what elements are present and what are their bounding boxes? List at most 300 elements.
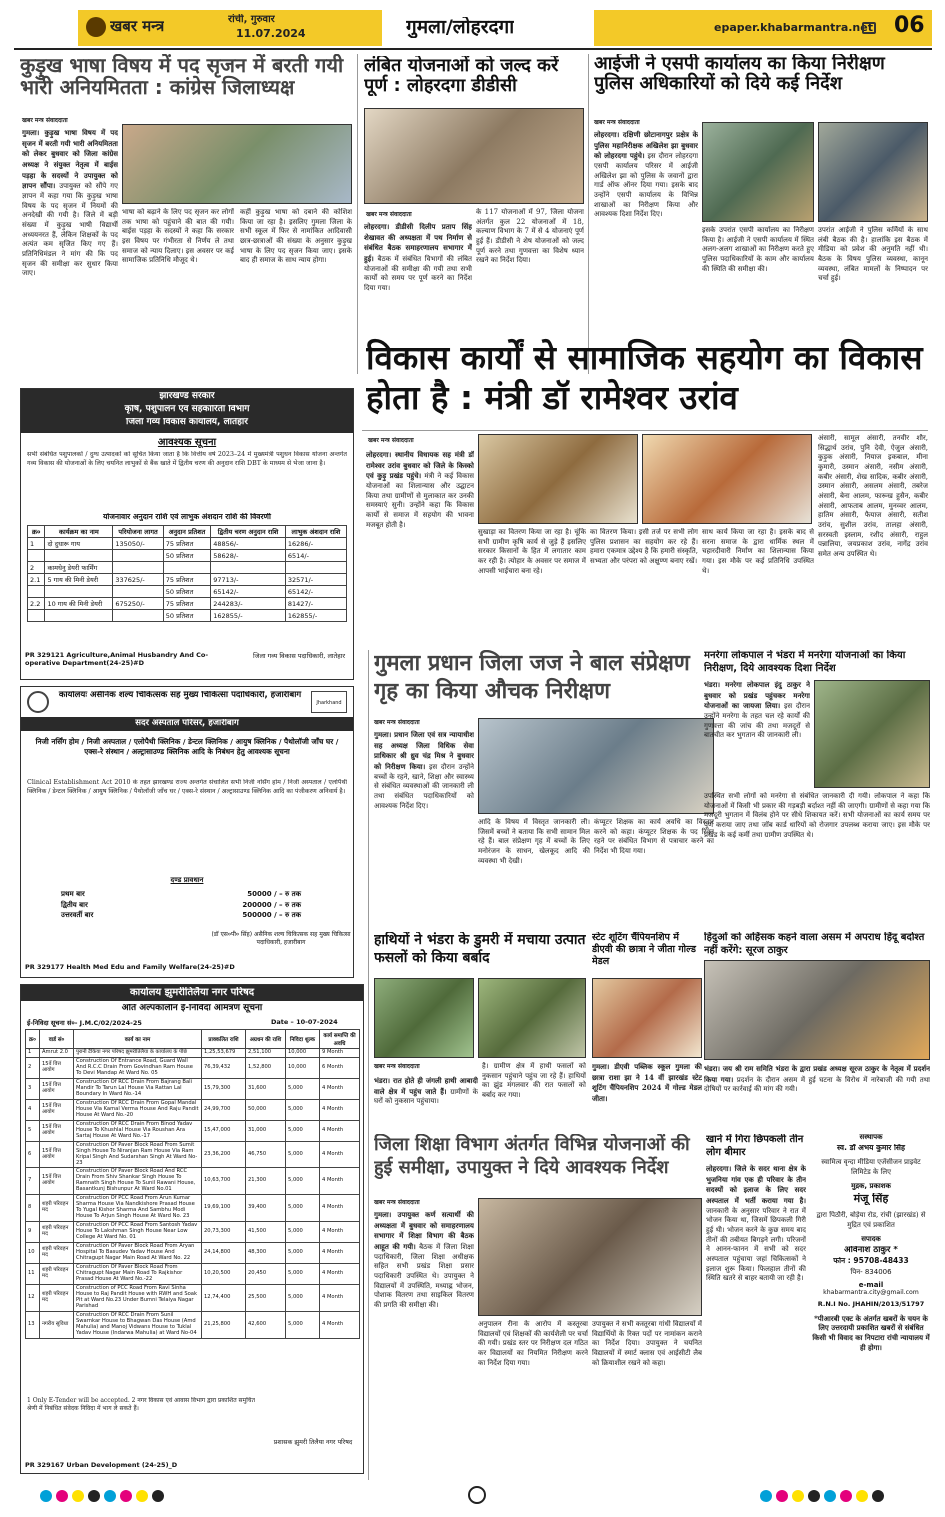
column-divider bbox=[368, 650, 369, 1480]
table-cell: 2.2 bbox=[28, 598, 45, 610]
story2-text-col2: के 117 योजनाओं में 97, जिला योजना अंतर्गत कुल 22 योजनाओं में 18, कल्याण विभाग के 7 में से 4 योजनाएं पूर्ण हुई हैं। डीडीसी ने शेष योजनाओं को जल्द पूर्ण करने तथा गुणवत्ता का विशेष ध्यान रखने का निर्देश दिया। bbox=[476, 208, 584, 265]
table-cell bbox=[113, 610, 163, 622]
color-registration-dot bbox=[840, 1490, 852, 1502]
table-cell: Construction Of Paver Block Road And RCC Drain From Shiv Shankar Singh House To Ramnath Singh House To Sunil Rawani House, Basantkunj Bishunpur At Ward No.01 bbox=[74, 1168, 202, 1195]
table-cell: 50 प्रतिशत bbox=[163, 586, 211, 598]
ad-notice-title: आवश्यक सूचना bbox=[157, 437, 217, 448]
table-cell bbox=[28, 586, 45, 598]
table-cell: 4 Month bbox=[320, 1284, 360, 1311]
table-cell: Construction Of RCC Drain From Binod Yadav House To Khushlal House Via Roushan Ara Sartaj House At Ward No.-17 bbox=[74, 1120, 202, 1141]
table-cell: 75 प्रतिशत bbox=[163, 598, 211, 610]
table-cell: 65142/- bbox=[211, 586, 286, 598]
editor-label: संपादक bbox=[861, 1236, 881, 1244]
table-cell: 10,000 bbox=[286, 1049, 320, 1058]
address-line: द्वारा पिठौरी, बोड़ेया रोड, रांची (झारखंड) से मुद्रित एवं प्रकाशित bbox=[816, 1211, 926, 1229]
color-registration-dot bbox=[152, 1490, 164, 1502]
minister-event-photo-1 bbox=[478, 434, 638, 524]
table-cell: 50,000 bbox=[246, 1099, 286, 1120]
table-cell: Construction Of PCC Road From Arun Kumar Sharma House Via Nandkishore Prasad House To Yugal Kishor Sharma And Sambhu Modi House To Arjun Singh House At Ward No. 23 bbox=[74, 1195, 202, 1222]
table-cell: 46,750 bbox=[246, 1141, 286, 1168]
table-cell: 5,000 bbox=[286, 1243, 320, 1264]
masthead bbox=[14, 10, 932, 46]
table-row bbox=[28, 610, 347, 622]
jharkhand-logo: Jharkhand bbox=[311, 691, 347, 713]
table-cell: 12,74,400 bbox=[202, 1284, 246, 1311]
minister-event-photo-2 bbox=[642, 434, 812, 524]
table-cell: 4 bbox=[26, 1099, 40, 1120]
ad-title: कार्यालय झुमरीतिलैया नगर परिषद bbox=[129, 987, 255, 998]
registration-marks bbox=[20, 1484, 930, 1508]
education-meeting-photo bbox=[478, 1198, 702, 1316]
table-cell: 5,000 bbox=[286, 1120, 320, 1141]
emblem-icon bbox=[27, 691, 49, 713]
table-header-cell: क्र० bbox=[26, 1030, 40, 1049]
story7-text: भंडरा। जय श्री राम समिति भंडरा के द्वारा प्रखंड अध्यक्ष सूरज ठाकुर के नेतृत्व में प्रदर्शन किया गया। प्रदर्शन के दौरान असम में हुई घटना के विरोध में नारेबाजी की गयी तथा दोषियों पर कार्रवाई की मांग की गयी। bbox=[704, 1064, 930, 1094]
story3-text-col1: लोहरदगा। दक्षिणी छोटानागपुर प्रक्षेत्र के पुलिस महानिरीक्षक अखिलेश झा बुधवार को लोहरदगा पहुंचे। इस दौरान लोहरदगा एसपी कार्यालय परिसर में आईजी अखिलेश झा को पुलिस के जवानों द्वारा गार्ड ऑफ ऑनर दिया गया। इसके बाद उन्होंने एसपी कार्यालय के विभिन्न शाखाओं का निरीक्षण किया और आवश्यक दिशा निर्देश दिए। bbox=[594, 130, 698, 219]
page-number: 06 bbox=[894, 14, 925, 38]
table-cell: Construction Of PCC Road From Santosh Yadav House To Lakshman Singh House Near Low College At Ward No. 01 bbox=[74, 1222, 202, 1243]
table-cell: 4 Month bbox=[320, 1120, 360, 1141]
table-cell: 39,400 bbox=[246, 1195, 286, 1222]
byline: खबर मन्त्र संवाददाता bbox=[22, 117, 68, 124]
table-cell: 3 bbox=[26, 1078, 40, 1099]
color-registration-dot bbox=[776, 1490, 788, 1502]
table-cell: 5,000 bbox=[286, 1078, 320, 1099]
table-row bbox=[26, 1243, 360, 1264]
table-cell: 9 Month bbox=[320, 1049, 360, 1058]
column-divider bbox=[588, 54, 589, 374]
ig-officers-photo bbox=[818, 122, 928, 222]
byline: खबर मन्त्र संवाददाता bbox=[374, 719, 420, 726]
color-registration-dot bbox=[120, 1490, 132, 1502]
byline: खबर मन्त्र संवाददाता bbox=[374, 1199, 420, 1206]
table-cell bbox=[28, 550, 45, 562]
table-row bbox=[28, 586, 347, 598]
printer-label: मुद्रक, प्रकाशक bbox=[851, 1183, 891, 1191]
table-row bbox=[26, 1284, 360, 1311]
table-cell: 81427/- bbox=[285, 598, 346, 610]
ad-subtitle: सदर अस्पताल परिसर, हजारीबाग bbox=[135, 719, 239, 728]
table-cell: 97713/- bbox=[211, 574, 286, 586]
table-cell: 5,000 bbox=[286, 1311, 320, 1338]
table-header-cell: परियोजना लागत bbox=[113, 526, 163, 538]
table-cell: 10,000 bbox=[286, 1057, 320, 1078]
table-cell: 4 Month bbox=[320, 1222, 360, 1243]
ad-office: जिला गव्य विकास कार्यालय, लातेहार bbox=[126, 418, 248, 427]
table-cell: 8 bbox=[26, 1195, 40, 1222]
table-cell: 23,36,200 bbox=[202, 1141, 246, 1168]
email[interactable]: khabarmantra.city@gmail.com bbox=[823, 1288, 919, 1296]
table-cell: शहरी परिवहन मद bbox=[40, 1195, 74, 1222]
ad-signature: प्रशासक झुमरी तिलैया नगर परिषद bbox=[273, 1439, 353, 1446]
ad-subsidy-table bbox=[27, 525, 347, 622]
ad-pr-code: PR 329167 Urban Development (24-25)_D bbox=[25, 1461, 178, 1469]
color-registration-dot bbox=[872, 1490, 884, 1502]
table-cell: 6 Month bbox=[320, 1057, 360, 1078]
table-row bbox=[28, 562, 347, 574]
table-cell: Construction Of RCC Drain From Sunil Swarnkar House to Bhagwan Das House (Amd Mahulia) and Manoj Vidwans House to Tuklal Yadav House (Indarwa Mahulia) at Ward No-04 bbox=[74, 1311, 202, 1338]
table-cell bbox=[113, 586, 163, 598]
table-cell: 5,000 bbox=[286, 1264, 320, 1285]
table-cell: 337625/- bbox=[113, 574, 163, 586]
table-row bbox=[26, 1099, 360, 1120]
table-cell: 5,000 bbox=[286, 1222, 320, 1243]
table-row bbox=[26, 1141, 360, 1168]
table-cell: 19,69,100 bbox=[202, 1195, 246, 1222]
story5-text-col3: कंप्यूटर शिक्षक का कार्य अवधि का विस्तार करने को कहा। कंप्यूटर शिक्षक के पद रिक्त रहने पर संबंधित विभाग से पत्राचार करने का निर्देश भी दिया गया। bbox=[594, 818, 714, 855]
headline-shooting: स्टेट शूटिंग चैंपियनशिप में डीएवी की छात्रा ने जीता गोल्ड मेडल bbox=[592, 932, 696, 967]
table-cell: 2,51,100 bbox=[246, 1049, 286, 1058]
table-cell: 2.1 bbox=[28, 574, 45, 586]
table-cell: 48856/- bbox=[211, 538, 286, 550]
table-cell: 4 Month bbox=[320, 1078, 360, 1099]
table-cell: शहरी परिवहन मद bbox=[40, 1264, 74, 1285]
elephant-damage-photo-1 bbox=[374, 978, 474, 1058]
table-cell: 11 bbox=[26, 1264, 40, 1285]
ad-subtitle: अति अल्पकालीन ई-निविदा आमंत्रण सूचना bbox=[121, 1004, 263, 1013]
table-cell: 15वें वित्त आयोग bbox=[40, 1120, 74, 1141]
table-row bbox=[26, 1049, 360, 1058]
color-registration-dot bbox=[808, 1490, 820, 1502]
table-header-cell: लाभुक अंशदान राशि bbox=[285, 526, 346, 538]
story3-text-col3: उपरांत आईजी ने पुलिस कर्मियों के साथ लंबी बैठक की है। हालांकि इस बैठक में मीडिया को प्रवेश की अनुमति नहीं थी। बैठक के विषय पुलिस व्यवस्था, कानून व्यवस्था, लंबित मामलों के निष्पादन पर चर्चा हुई। bbox=[818, 226, 928, 283]
ad-tender-notice bbox=[20, 984, 364, 1474]
table-header-cell: क्र० bbox=[28, 526, 45, 538]
table-cell bbox=[45, 610, 113, 622]
table-row bbox=[26, 1264, 360, 1285]
table-cell: 1,52,800 bbox=[246, 1057, 286, 1078]
table-row bbox=[28, 550, 347, 562]
ad-fee-title: दण्ड प्रावधान bbox=[170, 877, 204, 884]
ig-guard-photo bbox=[702, 122, 814, 222]
table-cell bbox=[113, 562, 163, 574]
table-cell: 5 गाय की मिनी डेयरी bbox=[45, 574, 113, 586]
fee-label: द्वितीय बार bbox=[61, 900, 88, 909]
fee-label: प्रथम बार bbox=[61, 890, 85, 898]
table-cell: पुरानी टैंकिया नगर परिषद झुमरीतिलैया के कार्यालय के पीछे bbox=[74, 1049, 202, 1058]
founder-label: संस्थापक bbox=[859, 1134, 883, 1141]
story1-text-col2: भाषा को बढ़ाने के लिए पद सृजन कर लोगों तक भाषा को पहुंचाने की बात की गयी। बाईस पड़हा के सदस्यों ने कहा कि सरकार इस विषय पर गंभीरता से निर्णय ले तथा समाज को न्याय दिलाए। इस अवसर पर कई सामाजिक प्रतिनिधि मौजूद थे। bbox=[122, 208, 234, 265]
story11-text: लोहरदगा। जिले के सदर थाना क्षेत्र के भुजनिया गांव एक ही परिवार के तीन सदस्यों को इलाज के लिए सदर अस्पताल में भर्ती कराया गया है। जानकारी के अनुसार परिवार ने रात में भोजन किया था, जिसमें छिपकली गिरी हुई थी। भोजन करने के कुछ समय बाद तीनों की तबीयत बिगड़ने लगी। परिजनों ने आनन-फानन में सभी को सदर अस्पताल पहुंचाया जहां चिकित्सकों ने इलाज शुरू किया। फिलहाल तीनों की स्थिति खतरे से बाहर बतायी जा रही है। bbox=[706, 1164, 806, 1283]
table-cell: 10,63,700 bbox=[202, 1168, 246, 1195]
story4-text-col5: अंसारी, सामूल अंसारी, तनवीर शौर, सिद्धार्थ उरांव, पुनि देवी, ऐजुल अंसारी, कुड़ुक अंसारी, नियाज इकबाल, मीना कुमारी, उस्मान अंसारी, नसीम अंसारी, कबीर अंसारी, शेख सादिक, कबीर अंसारी, उस्मान अंसारी, असलम अंसारी, तबरेज अंसारी, बेना आलम, फारूख हुसैन, कबीर अंसारी, आफताब आलम, मुनव्वर आलम, हातिम अंसारी, फैयाज अंसारी, सतीश उरांव, सुशील उरांव, तालहा अंसारी, सरस्वती इस्लाम, रशीद अंसारी, राहुल पन्नालिया, जयप्रकाश उरांव, नागेंद्र उरांव समेत अन्य उपस्थित थे। bbox=[818, 434, 928, 558]
fee-value: 50000 / – रु तक bbox=[247, 890, 301, 898]
table-cell bbox=[28, 610, 45, 622]
table-cell: Construction Of Entrance Road, Guard Wall And R.C.C Drain From Govindhan Ram House To Devi Mandap At Ward No. 05 bbox=[74, 1057, 202, 1078]
story6-text-wide: उपस्थित सभी लोगों को मनरेगा से संबंधित जानकारी दी गयी। लोकपाल ने कहा कि योजनाओं में किसी भी प्रकार की गड़बड़ी बर्दाश्त नहीं की जाएगी। ग्रामीणों से कहा गया कि मजदूरी भुगतान में विलंब होने पर सीधे शिकायत करें। सभी योजनाओं का कार्य समय पर पूर्ण कराया जाए तथा जॉब कार्ड धारियों को रोजगार उपलब्ध कराया जाए। इस मौके पर प्रखंड के कई कर्मी तथा ग्रामीण उपस्थित थे। bbox=[704, 792, 930, 839]
color-registration-dot bbox=[56, 1490, 68, 1502]
table-cell: 15,79,300 bbox=[202, 1078, 246, 1099]
headline-kurukh: कुड़ुख भाषा विषय में पद सृजन में बरती गयी भारी अनियमितता : कांग्रेस जिलाध्यक्ष bbox=[20, 54, 344, 98]
table-cell: 13 bbox=[26, 1311, 40, 1338]
story9-text: गुमला। डीएवी पब्लिक स्कूल गुमला की छात्रा राशा झा ने 14 वीं झारखंड स्टेट शूटिंग चैंपियनशिप 2024 में गोल्ड मेडल जीता। bbox=[592, 1062, 702, 1103]
table-cell: Construction Of Paver Block Road From Aryan Hospital To Basudev Yadav House And Chitragupt Nagar Main Road At Ward No. 22 bbox=[74, 1243, 202, 1264]
color-registration-dot bbox=[760, 1490, 772, 1502]
ad-latehar-notice bbox=[20, 388, 354, 680]
table-header-cell: द्वितीय चरण अनुदान राशि bbox=[211, 526, 286, 538]
table-header-cell: अग्रधन की राशि bbox=[246, 1030, 286, 1049]
headline-suraj-thakur: हिंदुओं को अहिंसक कहने वाला असम में अपराध हिंदू बर्दाश्त नहीं करेंगे: सूरज ठाकुर bbox=[704, 932, 925, 956]
color-registration-dot bbox=[824, 1490, 836, 1502]
table-cell: 1,25,53,679 bbox=[202, 1049, 246, 1058]
color-registration-dot bbox=[40, 1490, 52, 1502]
table-cell: 4 Month bbox=[320, 1141, 360, 1168]
table-row bbox=[26, 1168, 360, 1195]
ad-dept: कृषि, पशुपालन एवं सहकारिता विभाग bbox=[124, 405, 250, 414]
registration-crosshair-icon bbox=[468, 1486, 486, 1504]
table-cell: 5,000 bbox=[286, 1141, 320, 1168]
table-cell: Construction Of Paver Block Road From Sumit Singh House To Niranjan Ram House Via Ram Kripal Singh And Sudarshan Singh At Ward No-23 bbox=[74, 1141, 202, 1168]
ad-org: झारखण्ड सरकार bbox=[159, 392, 215, 401]
story10-text-col3: उपायुक्त ने सभी कस्तूरबा गांधी विद्यालयों में विद्यार्थियों के रिक्त पदों पर नामांकन कराने का निर्देश दिया। उपायुक्त ने चयनित विद्यालयों में स्मार्ट क्लास एवं आईसीटी लैब को क्रियाशील रखने को कहा। bbox=[592, 1320, 702, 1367]
table-cell: 32571/- bbox=[285, 574, 346, 586]
fee-row bbox=[61, 900, 301, 911]
story4-text-col4: साथ कार्य किया जा रहा है। इसके बाद से सरना समाज के द्वारा धार्मिक स्थल में चहारदीवारी निर्माण का शिलान्यास किया गया। इस मौके पर कई प्रतिनिधि उपस्थित थे। bbox=[702, 528, 814, 575]
color-registration-dot bbox=[856, 1490, 868, 1502]
table-header-cell: कार्य का नाम bbox=[74, 1030, 202, 1049]
byline: खबर मन्त्र संवाददाता bbox=[368, 437, 414, 444]
table-cell: 6514/- bbox=[285, 550, 346, 562]
table-cell: 4 Month bbox=[320, 1099, 360, 1120]
story10-text-col2: अनुपालन रीना के आरोप में कस्तूरबा विद्यालयों एवं शिक्षकों की कार्यशैली पर चर्चा की गयी। प्रखंड स्तर पर निरीक्षण दल गठित कर विद्यालयों का नियमित निरीक्षण करने का निर्देश दिया गया। bbox=[478, 1320, 588, 1367]
table-cell: 15वें वित्त आयोग bbox=[40, 1168, 74, 1195]
table-cell: Construction of PCC Road From Ravi Sinha House to Raj Pandit House with RWH and Soak Pit at Ward No.23 Under Bumni Telaiya Nagar Parishad bbox=[74, 1284, 202, 1311]
founder-name: स्व. डॉ अभय कुमार सिंह bbox=[837, 1143, 905, 1152]
table-cell: 24,99,700 bbox=[202, 1099, 246, 1120]
byline: खबर मन्त्र संवाददाता bbox=[366, 211, 412, 218]
table-cell bbox=[45, 550, 113, 562]
story1-text-col3: कहीं कुड़ुख भाषा को दबाने की कोशिश किया जा रहा है। इसलिए गुमला जिला के सभी स्कूल में फिर से नामांकित आदिवासी छात्र-छात्राओं की संख्या के अनुसार कुड़ुख भाषा के लिए पद सृजन किया जाए। इसके बाद ही समाज के साथ न्याय होगा। bbox=[240, 208, 352, 265]
table-header-cell: प्राक्कलित राशि bbox=[202, 1030, 246, 1049]
story5-text-col1: गुमला। प्रधान जिला एवं सत्र न्यायाधीश सह अध्यक्ष जिला विधिक सेवा प्राधिकार श्री ध्रुव चंद्र मिश्र ने बुधवार को निरीक्षण किया। इस दौरान उन्होंने बच्चों के रहने, खाने, शिक्षा और स्वास्थ्य से संबंधित व्यवस्थाओं की जानकारी ली तथा संबंधित पदाधिकारियों को आवश्यक निर्देश दिए। bbox=[374, 730, 474, 810]
table-row bbox=[28, 574, 347, 586]
headline-mgnrega: मनरेगा लोकपाल ने भंडरा में मनरेगा योजनाओं का किया निरीक्षण, दिये आवश्यक दिशा निर्देश bbox=[704, 650, 906, 674]
table-cell: दो दुधारू गाय bbox=[45, 538, 113, 550]
table-cell: 65142/- bbox=[285, 586, 346, 598]
table-cell bbox=[163, 562, 211, 574]
logo-icon bbox=[86, 17, 106, 37]
headline-judge-inspection: गुमला प्रधान जिला जज ने बाल संप्रेक्षण गृह का किया औचक निरीक्षण bbox=[374, 651, 690, 704]
table-cell: 2 bbox=[26, 1057, 40, 1078]
headline-minister-oraon: विकास कार्यों से सामाजिक सहयोग का विकास होता है : मंत्री डॉ रामेश्वर उरांव bbox=[366, 338, 923, 417]
table-cell bbox=[113, 550, 163, 562]
email-label: e-mail bbox=[858, 1280, 884, 1289]
ad-pr-code: PR 329121 Agriculture,Animal Husbandry And Co-operative Department(24-25)#D bbox=[25, 651, 209, 667]
story5-text-col2: आदि के विषय में विस्तृत जानकारी ली। जिसमें बच्चों ने बताया कि सभी सामान मिल रहे हैं। बाल संप्रेक्षण गृह में बच्चों के लिए मनोरंजन के साधन, खेलकूद आदि की व्यवस्था भी देखी। bbox=[478, 818, 590, 865]
table-cell: Construction Of Paver Block Road From Chitragupt Nagar Main Road To Rajkishor Prasad House At Ward No.-22 bbox=[74, 1264, 202, 1285]
table-cell: नगरीय सुविधा bbox=[40, 1311, 74, 1338]
table-row bbox=[26, 1120, 360, 1141]
ad-date: Date – 10-07-2024 bbox=[271, 1018, 338, 1026]
table-header-cell: वार्ड सं० bbox=[40, 1030, 74, 1049]
table-cell: Construction Of RCC Drain From Gopal Mandal House Via Kamal Verma House And Raju Pandit House At Ward No.-20 bbox=[74, 1099, 202, 1120]
table-cell: 4 Month bbox=[320, 1195, 360, 1222]
table-cell bbox=[211, 562, 286, 574]
color-registration-dot bbox=[72, 1490, 84, 1502]
mgnrega-site-photo bbox=[814, 680, 930, 788]
table-header-cell: निविदा शुल्क bbox=[286, 1030, 320, 1049]
table-header-cell: कार्यक्रम का नाम bbox=[45, 526, 113, 538]
section-name: गुमला/लोहरदगा bbox=[406, 17, 515, 38]
table-cell: 12 bbox=[26, 1284, 40, 1311]
ad-ref: ई-निविदा सूचना सं०- J.M.C/02/2024-25 bbox=[27, 1019, 142, 1027]
table-cell: 9 bbox=[26, 1222, 40, 1243]
table-cell: 25,500 bbox=[246, 1284, 286, 1311]
kurukh-memorandum-photo bbox=[122, 124, 352, 204]
table-cell: 162855/- bbox=[285, 610, 346, 622]
table-row bbox=[28, 538, 347, 550]
color-registration-dot bbox=[792, 1490, 804, 1502]
ad-title: कार्यालयः असैनिक शल्य चिकित्सक सह मुख्य चिकित्सा पदाधिकारी, हजारीबाग bbox=[58, 691, 302, 700]
table-cell: 75 प्रतिशत bbox=[163, 574, 211, 586]
table-cell: 31,600 bbox=[246, 1078, 286, 1099]
table-cell: 6 bbox=[26, 1141, 40, 1168]
shooting-medal-photo bbox=[592, 978, 702, 1058]
byline: खबर मन्त्र संवाददाता bbox=[374, 1063, 420, 1070]
table-cell: 50 प्रतिशत bbox=[163, 550, 211, 562]
table-cell: 5,000 bbox=[286, 1168, 320, 1195]
headline-elephants: हाथियों ने भंडरा के डुमरी में मचाया उत्पात फसलों को किया बर्बाद bbox=[374, 932, 586, 966]
story8-text-col2: है। ग्रामीण क्षेत्र में हाथी फसलों को नुकसान पहुंचाने पहुंच जा रहे हैं। हाथियों का झुंड मंगलवार की रात फसलों को बर्बाद कर गया। bbox=[482, 1062, 586, 1099]
table-cell: 2 bbox=[28, 562, 45, 574]
ad-tender-table bbox=[25, 1029, 360, 1339]
elephant-damage-photo-2 bbox=[478, 978, 586, 1058]
table-cell: 10 गाय की मिनी डेयरी bbox=[45, 598, 113, 610]
table-header-cell: अनुदान प्रतिशत bbox=[163, 526, 211, 538]
headline-lohardaga-ddc: लंबित योजनाओं को जल्द करें पूर्ण : लोहरदगा डीडीसी bbox=[364, 56, 559, 96]
table-cell: 21,25,800 bbox=[202, 1311, 246, 1338]
fee-row bbox=[61, 889, 301, 900]
table-cell: 4 Month bbox=[320, 1264, 360, 1285]
story6-text: भंडरा। मनरेगा लोकपाल इंदु ठाकुर ने बुधवार को प्रखंड पहुंचकर मनरेगा योजनाओं का जायजा लिया। इस दौरान उन्होंने मनरेगा के तहत चल रहे कार्यों की गुणवत्ता की जांच की तथा मजदूरों से बातचीत कर भुगतान की जानकारी ली। bbox=[704, 680, 810, 740]
table-cell: शहरी परिवहन मद bbox=[40, 1243, 74, 1264]
table-cell: 675250/- bbox=[113, 598, 163, 610]
story4-text-col3: का वितरण किया। इसी तर्ज पर सभी लोग पुलिस प्रशासन का सहयोग कर रहे हैं। हमारा एकमात्र उद्देश्य है कि हमारी संस्कृति, सभ्यता और परंपरा को अक्षुण्ण बनाए रखें। bbox=[590, 528, 698, 565]
table-cell: शहरी परिवहन मद bbox=[40, 1222, 74, 1243]
fee-value: 200000 / – रु तक bbox=[242, 900, 301, 909]
story2-text-col1: लोहरदगा। डीडीसी दिलीप प्रताप सिंह शेखावत की अध्यक्षता में पथ निर्माण से संबंधित बैठक समाहरणालय सभागार में हुई। बैठक में संबंधित विभागों की लंबित योजनाओं की समीक्षा की गयी तथा सभी कार्यों को समय पर पूर्ण करने का निर्देश दिया गया। bbox=[364, 222, 472, 292]
editor-name: अविनाश ठाकुर * bbox=[844, 1246, 898, 1256]
table-cell: 4 Month bbox=[320, 1243, 360, 1264]
byline: खबर मन्त्र संवाददाता bbox=[594, 119, 640, 126]
rni: R.N.I No. JHAHIN/2013/51797 bbox=[817, 1299, 925, 1308]
table-cell: शहरी परिवहन मद bbox=[40, 1284, 74, 1311]
ad-pr-code: PR 329177 Health Med Edu and Family Welfare(24-25)#D bbox=[25, 963, 235, 971]
legal-note: *पीआरबी एक्ट के अंतर्गत खबरों के चयन के लिए उत्तरदायी प्रकाशित खबरों से संबंधित किसी भी विवाद का निपटारा रांची न्यायालय में ही होगा। bbox=[812, 1313, 930, 1352]
table-cell: 4 Month bbox=[320, 1311, 360, 1338]
table-cell: 50 प्रतिशत bbox=[163, 610, 211, 622]
table-cell: 76,39,432 bbox=[202, 1057, 246, 1078]
table-cell: 1 bbox=[28, 538, 45, 550]
fee-label: उत्तरवर्ती बार bbox=[61, 911, 94, 919]
story1-text-col1: गुमला। कुड़ुख भाषा विषय में पद सृजन में बरती गयी भारी अनियमितता को लेकर बुधवार को जिला कांग्रेस अध्यक्ष ने संयुक्त नेतृत्व में बाईस पड़हा के सदस्यों ने उपायुक्त को ज्ञापन सौंपा। उपायुक्त को सौंपे गए ज्ञापन में कहा गया कि कुड़ुख भाषा विषय के पद सृजन में नियमों की अनदेखी की गयी है। जिले में बड़ी संख्या में कुड़ुख भाषी विद्यार्थी अध्ययनरत हैं, लेकिन शिक्षकों के पद अत्यंत कम सृजित किए गए हैं। प्रतिनिधिमंडल ने मांग की कि पद सृजन की समीक्षा कर सुधार किया जाए। bbox=[22, 128, 118, 278]
story10-text-col1: गुमला। उपायुक्त कर्ण सत्यार्थी की अध्यक्षता में बुधवार को समाहरणालय सभागार में शिक्षा विभाग की बैठक आहूत की गयी। बैठक में जिला शिक्षा पदाधिकारी, जिला शिक्षा अधीक्षक सहित सभी प्रखंड शिक्षा प्रसार पदाधिकारी उपस्थित थे। उपायुक्त ने विद्यालयों में उपस्थिति, मध्याह्न भोजन, पोशाक वितरण तथा साइकिल वितरण की प्रगति की समीक्षा की। bbox=[374, 1210, 474, 1309]
ad-hazaribagh-notice bbox=[20, 686, 354, 978]
table-cell: 42,600 bbox=[246, 1311, 286, 1338]
fee-row bbox=[61, 910, 301, 921]
table-cell: 10 bbox=[26, 1243, 40, 1264]
table-row bbox=[26, 1311, 360, 1338]
table-row bbox=[26, 1222, 360, 1243]
story4-text-col2: सुखाड़ा का वितरण किया जा रहा है। चूंकि सभी ग्रामीण कृषि कार्य से जुड़े हैं इसलिए सरकार किसानों के हित में लगातार काम कर रही है। त्योहार के अवसर पर समाज में आपसी भाईचारा बना रहे। bbox=[478, 528, 586, 575]
color-registration-dot bbox=[104, 1490, 116, 1502]
ad-body: Clinical Establishment Act 2010 के तहत झारखण्ड राज्य अन्तर्गत संचालित सभी निजी नर्सिंग होम / निजी अस्पताल / एलोपैथी क्लिनिक / डेन्टल क्लिनिक / आयुष क्लिनिक / पैथोलॉजी जाँच घर / एक्स-रे संस्थान / अल्ट्रासाउण्ड क्लिनिक आदि का पंजीकरण अनिवार्य है। bbox=[27, 779, 347, 795]
table-header-cell: कार्य समाप्ति की अवधि bbox=[320, 1030, 360, 1049]
table-row bbox=[26, 1078, 360, 1099]
headline-lizard: खाने में गिरा छिपकली तीन लोग बीमार bbox=[706, 1134, 804, 1158]
table-cell: 75 प्रतिशत bbox=[163, 538, 211, 550]
table-cell: 5,000 bbox=[286, 1099, 320, 1120]
table-cell: 244283/- bbox=[211, 598, 286, 610]
pin: पिन- 834006 bbox=[850, 1267, 892, 1276]
story3-text-col2: इसके उपरांत एसपी कार्यालय का निरीक्षण किया है। आईजी ने एसपी कार्यालय में स्थित अलग-अलग शाखाओं का निरीक्षण करते हुए पुलिस पदाधिकारियों के काम और कार्यालय की स्थिति की समीक्षा की। bbox=[702, 226, 814, 273]
table-cell: 15वें वित्त आयोग bbox=[40, 1078, 74, 1099]
ad-notice-heading: निजी नर्सिंग होम / निजी अस्पताल / एलोपैथी क्लिनिक / डेन्टल क्लिनिक / आयुष क्लिनिक / पैथोलॉजी जाँच घर / एक्स-रे संस्थान / अल्ट्रासाउण्ड क्लिनिक आदि के निबंधन हेतु आवश्यक सूचना bbox=[35, 737, 339, 756]
table-cell: 15वें वित्त आयोग bbox=[40, 1141, 74, 1168]
table-cell: 15वें वित्त आयोग bbox=[40, 1057, 74, 1078]
ddc-meeting-photo bbox=[364, 108, 584, 204]
page-corner-icon bbox=[862, 22, 876, 34]
table-cell: कामधेनु डेयरी फार्मिंग bbox=[45, 562, 113, 574]
protest-photo bbox=[704, 960, 930, 1060]
masthead-rule bbox=[14, 48, 932, 50]
table-cell: 48,300 bbox=[246, 1243, 286, 1264]
table-cell: 135050/- bbox=[113, 538, 163, 550]
ad-signature: जिला गव्य विकास पदाधिकारी, लातेहार bbox=[252, 652, 346, 660]
table-cell: 1 bbox=[26, 1049, 40, 1058]
table-cell: 15,47,000 bbox=[202, 1120, 246, 1141]
table-cell: 15वें वित्त आयोग bbox=[40, 1099, 74, 1120]
ad-fee-list bbox=[61, 889, 301, 921]
masthead-date: 11.07.2024 bbox=[236, 28, 306, 40]
table-cell: 41,500 bbox=[246, 1222, 286, 1243]
ad-notes: 1 Only E-Tender will be accepted. 2 नगर विकास एवं आवास विभाग द्वारा प्रकाशित समुचित श्रेणी में निबंधित संवेदक निविदा में भाग ले सकते हैं। bbox=[27, 1397, 255, 1413]
table-cell: 5,000 bbox=[286, 1195, 320, 1222]
owner-line: स्वामित्व वृन्दा मीडिया एजेंसीजन प्राइवेट लिमिटेड के लिए bbox=[821, 1157, 921, 1176]
color-registration-dot bbox=[136, 1490, 148, 1502]
table-row bbox=[26, 1195, 360, 1222]
story4-text-col1: लोहरदगा। स्थानीय विधायक सह मंत्री डॉ रामेश्वर उरांव बुधवार को जिले के किस्को एवं कुड़ु प्रखंड पहुंचे। मंत्री ने कई विकास योजनाओं का शिलान्यास और उद्घाटन किया तथा ग्रामीणों से मुलाकात कर उनकी समस्याएं सुनी। उन्होंने कहा कि विकास कार्यों से समाज में सहयोग की भावना मजबूत होती है। bbox=[366, 450, 474, 529]
table-row bbox=[26, 1057, 360, 1078]
table-cell: 16286/- bbox=[285, 538, 346, 550]
table-cell: Construction Of RCC Drain From Bajrang Bali Mandir To Tarun Lal House Via Rattan Lal Boundary In Ward No.-14 bbox=[74, 1078, 202, 1099]
website[interactable]: epaper.khabarmantra.net bbox=[714, 22, 873, 34]
table-row bbox=[28, 598, 347, 610]
table-cell bbox=[45, 586, 113, 598]
masthead-logo: खबर मन्त्र bbox=[110, 18, 165, 35]
table-cell: 7 bbox=[26, 1168, 40, 1195]
table-cell: 5,000 bbox=[286, 1284, 320, 1311]
table-cell: 5 bbox=[26, 1120, 40, 1141]
imprint-box bbox=[812, 1134, 930, 1470]
printer-name: मंजू सिंह bbox=[853, 1192, 889, 1205]
phone[interactable]: फोन : 95708-48433 bbox=[833, 1257, 909, 1266]
table-cell: 24,14,800 bbox=[202, 1243, 246, 1264]
table-cell: 21,300 bbox=[246, 1168, 286, 1195]
table-cell: 4 Month bbox=[320, 1168, 360, 1195]
color-registration-dot bbox=[88, 1490, 100, 1502]
table-cell: 31,000 bbox=[246, 1120, 286, 1141]
headline-ig-inspection: आईजी ने एसपी कार्यालय का किया निरीक्षण पुलिस अधिकारियों को दिये कई निर्देश bbox=[594, 54, 885, 94]
judge-visit-photo bbox=[478, 718, 714, 814]
story8-text-col1: भंडरा। रात होते ही जंगली हाथी आबादी वाले क्षेत्र में पहुंच जाते हैं। ग्रामीणों के घरों को नुकसान पहुंचाया। bbox=[374, 1076, 478, 1106]
table-cell: 58628/- bbox=[211, 550, 286, 562]
table-cell: 20,450 bbox=[246, 1264, 286, 1285]
headline-education-review: जिला शिक्षा विभाग अंतर्गत विभिन्न योजनाओं की हुई समीक्षा, उपायुक्त ने दिये आवश्यक निर्देश bbox=[374, 1134, 690, 1178]
table-cell: 162855/- bbox=[211, 610, 286, 622]
table-cell: Amrut 2.0 bbox=[40, 1049, 74, 1058]
ad-body: सभी संबंधित पशुपालकों / दुग्ध उत्पादकों को सूचित किया जाता है कि वित्तीय वर्ष 2023–24 में मुख्यमंत्री पशुधन विकास योजना अन्तर्गत गव्य विकास की योजनाओं के लिए चयनित लाभुकों से बैंक खाते में द्वितीय चरण की अनुदान राशि DBT के माध्यम से भेजा जाना है। bbox=[27, 451, 347, 467]
